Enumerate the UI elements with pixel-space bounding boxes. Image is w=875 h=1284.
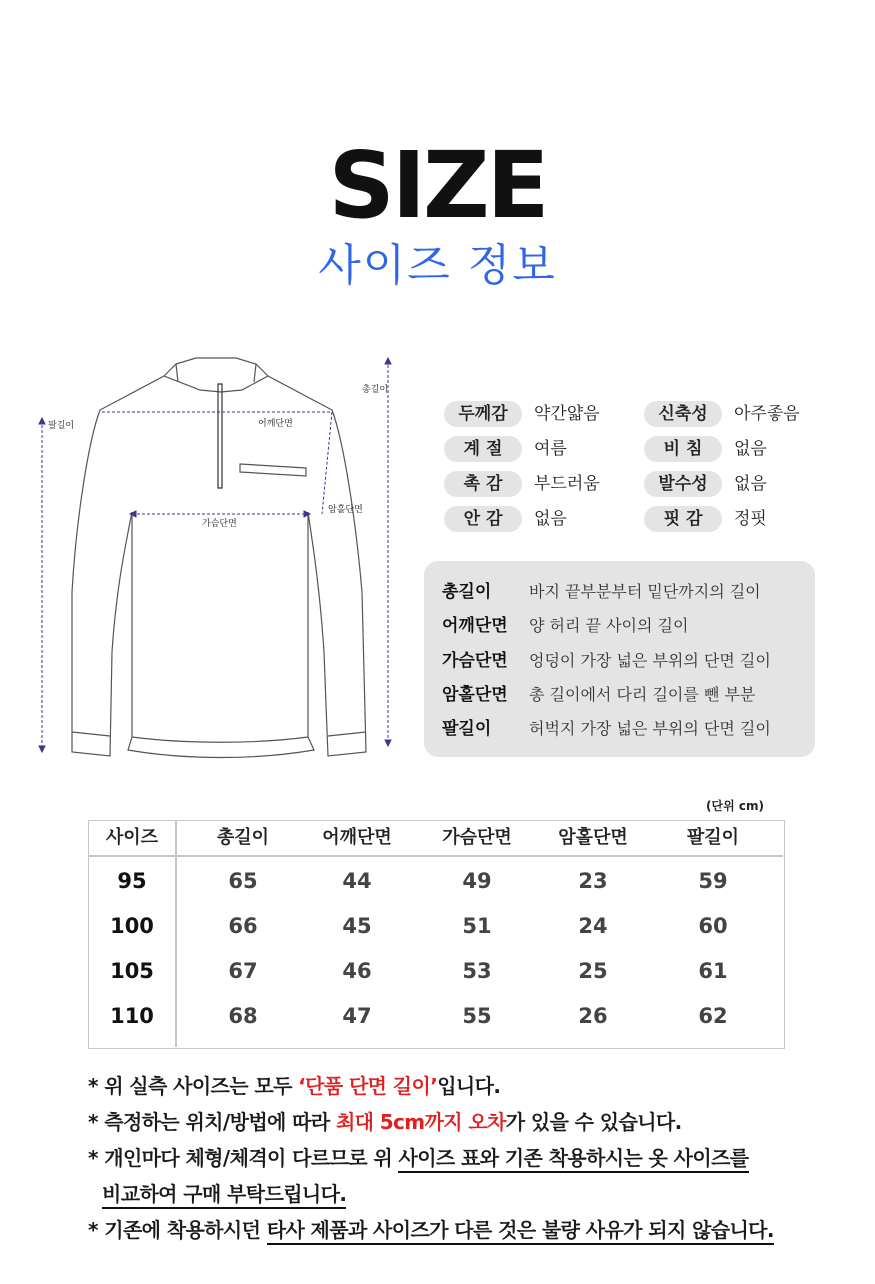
- prop-label: 핏 감: [644, 506, 722, 532]
- table-cell: 68: [228, 1004, 258, 1028]
- table-cell: 45: [342, 914, 372, 938]
- note-text: * 위 실측 사이즈는 모두: [88, 1074, 299, 1098]
- definition-desc: 허벅지 가장 넓은 부위의 단면 길이: [529, 719, 771, 738]
- table-cell: 59: [698, 869, 728, 893]
- label-sleeve: 팔길이: [48, 421, 75, 431]
- prop-value: 약간얇음: [534, 404, 600, 424]
- measurement-definitions: [424, 561, 815, 757]
- note-highlight: ‘단품 단면 길이’: [298, 1074, 438, 1098]
- shirt-diagram: [36, 352, 406, 762]
- prop-value: 여름: [534, 439, 567, 459]
- note-text: 가 있을 수 있습니다.: [505, 1110, 682, 1134]
- table-cell: 65: [228, 869, 258, 893]
- table-header: 팔길이: [686, 827, 740, 848]
- note-4: [88, 1212, 774, 1248]
- table-cell: 67: [228, 959, 258, 983]
- label-shoulder: 어깨단면: [258, 419, 293, 429]
- page-subtitle: 사이즈 정보: [318, 240, 557, 291]
- table-header: 사이즈: [105, 827, 159, 848]
- prop-value: 없음: [534, 509, 567, 529]
- table-cell: 53: [462, 959, 492, 983]
- table-cell: 60: [698, 914, 728, 938]
- note-text: 입니다.: [437, 1074, 501, 1098]
- header-divider: [89, 855, 783, 857]
- table-cell: 62: [698, 1004, 728, 1028]
- column-divider: [175, 821, 177, 1047]
- definition-term: 총길이: [442, 582, 492, 602]
- table-cell: 61: [698, 959, 728, 983]
- table-header: 총길이: [216, 827, 270, 848]
- note-highlight: 최대 5cm까지 오차: [335, 1110, 506, 1134]
- definition-term: 가슴단면: [442, 651, 508, 671]
- note-1: [88, 1068, 500, 1104]
- table-cell: 66: [228, 914, 258, 938]
- prop-value: 없음: [734, 474, 767, 494]
- table-cell: 55: [462, 1004, 492, 1028]
- note-text: * 개인마다 체형/체격이 다르므로 위: [88, 1146, 399, 1170]
- label-total-length: 총길이: [362, 385, 389, 395]
- label-chest: 가슴단면: [202, 519, 237, 529]
- prop-label: 비 침: [644, 436, 722, 462]
- prop-label: 안 감: [444, 506, 522, 532]
- definition-desc: 총 길이에서 다리 길이를 뺀 부분: [529, 685, 756, 704]
- note-underlined: 타사 제품과 사이즈가 다른 것은 불량 사유가 되지 않습니다.: [267, 1218, 774, 1245]
- prop-label: 발수성: [644, 471, 722, 497]
- shirt-outline-icon: [36, 352, 406, 762]
- prop-value: 아주좋음: [734, 404, 800, 424]
- table-cell: 26: [578, 1004, 608, 1028]
- note-3-continued: [102, 1176, 346, 1212]
- note-underlined: 사이즈 표와 기존 착용하시는 옷 사이즈를: [398, 1146, 748, 1173]
- table-cell-size: 95: [117, 869, 147, 893]
- table-cell: 49: [462, 869, 492, 893]
- table-cell: 24: [578, 914, 608, 938]
- note-2: [88, 1104, 682, 1140]
- definition-term: 어깨단면: [442, 616, 508, 636]
- prop-value: 정핏: [734, 509, 767, 529]
- definition-term: 팔길이: [442, 719, 492, 739]
- table-cell: 25: [578, 959, 608, 983]
- definition-desc: 양 허리 끝 사이의 길이: [529, 616, 689, 635]
- prop-label: 촉 감: [444, 471, 522, 497]
- note-text: * 기존에 착용하시던: [88, 1218, 267, 1242]
- definition-term: 암홀단면: [442, 685, 508, 705]
- definition-desc: 엉덩이 가장 넓은 부위의 단면 길이: [529, 651, 771, 670]
- table-cell-size: 110: [110, 1004, 154, 1028]
- label-armhole: 암홀단면: [328, 505, 363, 515]
- table-header: 암홀단면: [558, 827, 628, 848]
- table-header: 가슴단면: [442, 827, 512, 848]
- page-title: SIZE: [328, 132, 547, 239]
- prop-value: 없음: [734, 439, 767, 459]
- table-cell: 51: [462, 914, 492, 938]
- table-cell: 23: [578, 869, 608, 893]
- table-cell: 47: [342, 1004, 372, 1028]
- note-underlined: 비교하여 구매 부탁드립니다.: [102, 1182, 346, 1209]
- prop-label: 두께감: [444, 401, 522, 427]
- note-text: * 측정하는 위치/방법에 따라: [88, 1110, 336, 1134]
- prop-label: 신축성: [644, 401, 722, 427]
- prop-value: 부드러움: [534, 474, 600, 494]
- definition-desc: 바지 끝부분부터 밑단까지의 길이: [529, 582, 761, 601]
- prop-label: 계 절: [444, 436, 522, 462]
- unit-label: (단위 cm): [706, 799, 764, 813]
- table-header: 어깨단면: [322, 827, 392, 848]
- note-3: [88, 1140, 749, 1176]
- table-cell-size: 105: [110, 959, 154, 983]
- table-cell: 44: [342, 869, 372, 893]
- table-cell: 46: [342, 959, 372, 983]
- table-cell-size: 100: [110, 914, 154, 938]
- size-table: [88, 820, 785, 1049]
